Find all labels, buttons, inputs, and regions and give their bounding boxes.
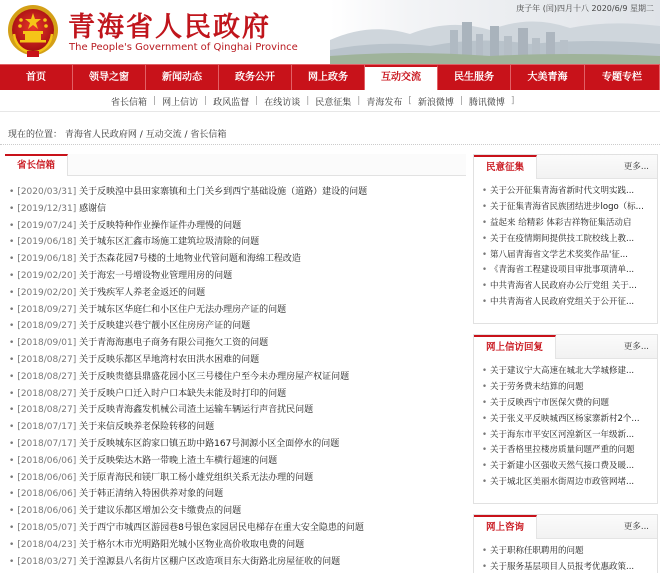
panel-item-link[interactable]: 关于张义平反映城西区杨家寨新村2个... (490, 413, 640, 424)
panel-list-item[interactable] (482, 560, 657, 573)
date-display: 庚子年 (闰)四月十八 2020/6/9 星期二 (516, 4, 654, 13)
subnav-qinghai-release[interactable]: 青海发布 (366, 97, 403, 108)
panel-item-link[interactable]: 关于海东市平安区河湟新区一年级新... (490, 429, 635, 440)
letter-title-link[interactable]: 关于建议乐都区增加公交卡缴费点的问题 (79, 506, 242, 517)
bullet-icon: • (482, 233, 488, 244)
panel-item-link[interactable]: 关于反映西宁市医保欠费的问题 (490, 397, 610, 408)
letter-title-link[interactable]: 感谢信 (79, 203, 107, 214)
panel-item-link[interactable]: 益起来 给精彩 体彩吉祥物征集活动启 (490, 217, 632, 228)
bullet-icon: • (9, 506, 15, 517)
site-title: 青海省人民政府 (68, 12, 271, 43)
online-consultation-panel (473, 514, 658, 573)
bullet-icon: • (9, 304, 15, 315)
letter-item[interactable] (9, 218, 466, 235)
panel-list-item[interactable] (482, 263, 657, 279)
nav-item-news[interactable]: 新闻动态 (146, 65, 219, 90)
bullet-icon: • (9, 187, 15, 197)
site-subtitle: The People's Government of Qinghai Province (69, 42, 298, 53)
letter-item[interactable] (9, 419, 466, 436)
more-link[interactable]: 更多... (623, 162, 649, 172)
nav-item-livelihood[interactable]: 民生服务 (438, 65, 511, 90)
letter-item[interactable] (9, 470, 466, 487)
letter-date: [2018/06/06] (17, 472, 77, 483)
subnav-separator: | (153, 96, 157, 106)
bullet-icon: • (482, 429, 488, 440)
letter-title-link[interactable]: 关于韩正清纳入特困供养对象的问题 (79, 489, 224, 500)
bullet-icon: • (9, 405, 15, 416)
nav-item-interaction[interactable]: 互动交流 (365, 65, 438, 90)
panel-list-item[interactable] (482, 200, 657, 216)
bullet-icon: • (482, 397, 488, 408)
site-header (0, 0, 660, 64)
nav-item-home[interactable]: 首页 (0, 65, 73, 90)
panel-title[interactable]: 民意征集 (474, 155, 537, 179)
panel-list-item[interactable] (482, 396, 657, 412)
letter-date: [2018/03/27] (17, 556, 77, 567)
bullet-icon: • (9, 489, 15, 500)
letter-title-link[interactable]: 关于反映乐都区旱地湾村农田洪水困难的问题 (79, 354, 260, 365)
letter-title-link[interactable]: 关于城东区汇鑫市场施工建筑垃圾清除的问题 (79, 237, 260, 248)
panel-item-link[interactable]: 中共青海省人民政府办公厅党组 关于... (490, 281, 637, 292)
letter-date: [2018/09/27] (17, 321, 77, 332)
letter-item[interactable] (9, 453, 466, 470)
letter-title-link[interactable]: 关于反映青海鑫发机械公司渣土运输车辆运行声音扰民问题 (79, 405, 314, 416)
panel-item-link[interactable]: 关于在疫情期间提供技工院校线上教... (490, 233, 635, 244)
panel-list-item[interactable] (482, 364, 657, 380)
bullet-icon: • (482, 366, 488, 376)
petition-reply-panel (473, 334, 658, 504)
letter-item[interactable] (9, 554, 466, 571)
subnav-bracket-close: ] (510, 96, 515, 106)
panel-header (474, 155, 657, 179)
letter-title-link[interactable]: 关于反映湟中县田家寨镇和土门关乡到西宁基础设施（道路）建设的问题 (79, 187, 368, 197)
letter-item[interactable] (9, 503, 466, 520)
subnav-separator: | (459, 96, 463, 106)
bullet-icon: • (482, 546, 488, 556)
letter-date: [2018/09/27] (17, 304, 77, 315)
panel-item-list (474, 539, 657, 573)
bullet-icon: • (482, 461, 488, 472)
letter-list (5, 184, 466, 570)
letter-title-link[interactable]: 关于城东区华庭仁和小区住户无法办理房产证的问题 (79, 304, 287, 315)
sub-navigation-items (108, 90, 517, 112)
letter-title-link[interactable]: 关于反映建兴巷宁靓小区住房房产证的问题 (79, 321, 251, 332)
panel-list-item[interactable] (482, 184, 657, 200)
governor-mailbox-header (5, 154, 466, 176)
panel-item-link[interactable]: 关于职称任职聘用的问题 (490, 546, 584, 556)
tab-governor-mailbox[interactable]: 省长信箱 (5, 154, 68, 176)
subnav-separator: | (204, 96, 208, 106)
panel-item-link[interactable]: 《青海省工程建设项目审批事项清单... (490, 265, 635, 276)
letter-item[interactable] (9, 318, 466, 335)
letter-title-link[interactable]: 关于格尔木市光明路阳光城小区物业高价收取电费的问题 (79, 539, 305, 550)
letter-title-link[interactable]: 关于杰森花园7号楼的土地物业代管问题和海绵工程改造 (79, 254, 301, 265)
subnav-sina-weibo[interactable]: 新浪微博 (417, 97, 454, 108)
letter-item[interactable] (9, 520, 466, 537)
letter-date: [2018/06/06] (17, 506, 77, 517)
nav-item-special-topics[interactable]: 专题专栏 (585, 65, 660, 90)
letter-date: [2018/04/23] (17, 539, 77, 550)
panel-item-link[interactable]: 关于城北区美丽水街周边市政管网堵... (490, 477, 635, 488)
letter-title-link[interactable]: 关于反映城东区韵家口镇五助中路167号洞源小区全面停水的问题 (79, 438, 340, 449)
letter-date: [2018/07/17] (17, 422, 77, 433)
subnav-online-petition[interactable]: 网上信访 (162, 97, 199, 108)
subnav-tencent-weibo[interactable]: 腾讯微博 (468, 97, 505, 108)
bullet-icon: • (9, 321, 15, 332)
bullet-icon: • (9, 455, 15, 466)
panel-list-item[interactable] (482, 232, 657, 248)
bullet-icon: • (482, 201, 488, 212)
panel-item-link[interactable]: 关于公开征集青海省新时代文明实践... (490, 186, 635, 196)
letter-date: [2019/12/31] (17, 203, 77, 214)
panel-item-list (474, 359, 657, 491)
letter-date: [2019/02/20] (17, 270, 77, 281)
bullet-icon: • (9, 287, 15, 298)
panel-list-item[interactable] (482, 544, 657, 560)
bullet-icon: • (482, 297, 488, 308)
letter-date: [2018/08/27] (17, 405, 77, 416)
bullet-icon: • (482, 477, 488, 488)
panel-item-link[interactable]: 关于新建小区强收天然气接口费及暖... (490, 461, 635, 472)
subnav-bracket-open: [ (408, 96, 412, 106)
bullet-icon: • (482, 445, 488, 456)
panel-header (474, 515, 657, 539)
right-sidebar (473, 154, 660, 573)
bullet-icon: • (482, 381, 488, 392)
panel-list-item[interactable] (482, 216, 657, 232)
nav-item-leadership[interactable]: 领导之窗 (73, 65, 146, 90)
letter-title-link[interactable]: 关于反映户口迁入时户口本缺失未能及时打印的问题 (79, 388, 287, 399)
panel-item-list (474, 179, 657, 311)
panel-item-link[interactable]: 关于服务基层项目人员报考优惠政策... (490, 561, 635, 572)
subnav-separator: | (306, 96, 310, 106)
bullet-icon: • (9, 522, 15, 533)
panel-list-item[interactable] (482, 279, 657, 295)
nav-item-beautiful-qinghai[interactable]: 大美青海 (511, 65, 585, 90)
subnav-online-interview[interactable]: 在线访谈 (264, 97, 301, 108)
breadcrumb: 现在的位置： 青海省人民政府网 / 互动交流 / 省长信箱 (8, 130, 227, 140)
letter-item[interactable] (9, 369, 466, 386)
public-opinion-panel (473, 154, 658, 324)
breadcrumb-divider (0, 144, 660, 145)
bullet-icon: • (9, 422, 15, 433)
panel-list-item[interactable] (482, 248, 657, 264)
bullet-icon: • (9, 539, 15, 550)
panel-list-item[interactable] (482, 443, 657, 459)
letter-date: [2019/06/18] (17, 254, 77, 265)
panel-title[interactable]: 网上咨询 (474, 515, 537, 539)
letter-item[interactable] (9, 436, 466, 453)
bullet-icon: • (9, 237, 15, 248)
bullet-icon: • (9, 371, 15, 382)
more-link[interactable]: 更多... (623, 342, 649, 352)
panel-item-link[interactable]: 第八届青海省文学艺术奖奖作品'征... (490, 249, 628, 260)
letter-date: [2018/08/27] (17, 371, 77, 382)
bullet-icon: • (9, 270, 15, 281)
more-link[interactable]: 更多... (623, 522, 649, 532)
bullet-icon: • (482, 413, 488, 424)
subnav-governance-supervision[interactable]: 政风监督 (213, 97, 250, 108)
bullet-icon: • (482, 281, 488, 292)
bullet-icon: • (482, 217, 488, 228)
letter-date: [2018/08/27] (17, 354, 77, 365)
panel-list-item[interactable] (482, 475, 657, 491)
bullet-icon: • (9, 354, 15, 365)
letter-title-link[interactable]: 关于来信反映养老保险转移的问题 (79, 422, 215, 433)
letter-title-link[interactable]: 关于湟源县八名街片区棚户区改造项目东大街路北房屋征收的问题 (79, 556, 341, 567)
bullet-icon: • (482, 561, 488, 572)
governor-mailbox-panel (5, 154, 466, 573)
national-emblem-icon (6, 4, 60, 58)
bullet-icon: • (482, 186, 488, 196)
subnav-public-opinion[interactable]: 民意征集 (315, 97, 352, 108)
letter-date: [2020/03/31] (17, 187, 77, 197)
letter-item[interactable] (9, 386, 466, 403)
subnav-separator: | (255, 96, 259, 106)
letter-title-link[interactable]: 关于青海海惠电子商务有限公司拖欠工资的问题 (79, 338, 269, 349)
panel-item-link[interactable]: 中共青海省人民政府党组关于公开征... (490, 297, 635, 308)
bullet-icon: • (482, 249, 488, 260)
letter-item[interactable] (9, 537, 466, 554)
letter-title-link[interactable]: 关于海宏一号增设物业管理用房的问题 (79, 270, 233, 281)
bullet-icon: • (482, 265, 488, 276)
letter-item[interactable] (9, 285, 466, 302)
panel-item-link[interactable]: 关于劳务费未结算的问题 (490, 381, 584, 392)
panel-header (474, 335, 657, 359)
letter-item[interactable] (9, 402, 466, 419)
letter-item[interactable] (9, 486, 466, 503)
subnav-governor-mailbox[interactable]: 省长信箱 (111, 97, 148, 108)
panel-item-link[interactable]: 关于征集青海省民族团结进步logo（标... (490, 201, 644, 212)
panel-list-item[interactable] (482, 428, 657, 444)
letter-title-link[interactable]: 关于原青海民和镁厂职工杨小雄党组织关系无法办理的问题 (79, 472, 314, 483)
letter-item[interactable] (9, 234, 466, 251)
bullet-icon: • (9, 388, 15, 399)
letter-item[interactable] (9, 251, 466, 268)
letter-date: [2019/07/24] (17, 220, 77, 231)
letter-item[interactable] (9, 268, 466, 285)
nav-item-online-services[interactable]: 网上政务 (292, 65, 365, 90)
letter-title-link[interactable]: 关于残疾军人养老金返还的问题 (79, 287, 206, 298)
bullet-icon: • (9, 203, 15, 214)
letter-date: [2018/07/17] (17, 438, 77, 449)
letter-title-link[interactable]: 关于反映贵德县鼎盛花园小区三号楼住户至今未办理房屋产权证问题 (79, 371, 350, 382)
letter-item[interactable] (9, 352, 466, 369)
letter-date: [2018/08/27] (17, 388, 77, 399)
letter-date: [2018/06/06] (17, 455, 77, 466)
subnav-separator: | (357, 96, 361, 106)
panel-list-item[interactable] (482, 412, 657, 428)
letter-item[interactable] (9, 302, 466, 319)
letter-date: [2018/05/07] (17, 522, 77, 533)
letter-item[interactable] (9, 201, 466, 218)
letter-date: [2019/06/18] (17, 237, 77, 248)
letter-title-link[interactable]: 关于西宁市城西区游园巷8号银色家园居民电梯存在重大安全隐患的问题 (79, 522, 364, 533)
main-navigation (0, 64, 660, 90)
sub-navigation (0, 90, 660, 112)
bullet-icon: • (9, 220, 15, 231)
bullet-icon: • (9, 472, 15, 483)
letter-date: [2018/06/06] (17, 489, 77, 500)
panel-list-item[interactable] (482, 380, 657, 396)
bullet-icon: • (9, 338, 15, 349)
letter-date: [2019/02/20] (17, 287, 77, 298)
letter-item[interactable] (9, 184, 466, 201)
bullet-icon: • (9, 438, 15, 449)
panel-item-link[interactable]: 关于建议宁大高速在城北大学城修建... (490, 366, 635, 376)
nav-item-government-affairs[interactable]: 政务公开 (219, 65, 292, 90)
bullet-icon: • (9, 556, 15, 567)
letter-date: [2018/09/01] (17, 338, 77, 349)
panel-title[interactable]: 网上信访回复 (474, 335, 556, 359)
letter-item[interactable] (9, 335, 466, 352)
panel-item-link[interactable]: 关于香格里拉楼房质量问题严重的问题 (490, 445, 635, 456)
panel-list-item[interactable] (482, 459, 657, 475)
panel-list-item[interactable] (482, 295, 657, 311)
letter-title-link[interactable]: 关于反映柴达木路一带晚上渣土车横行超速的问题 (79, 455, 278, 466)
letter-title-link[interactable]: 关于反映特种作业操作证件办理慢的问题 (79, 220, 242, 231)
bullet-icon: • (9, 254, 15, 265)
